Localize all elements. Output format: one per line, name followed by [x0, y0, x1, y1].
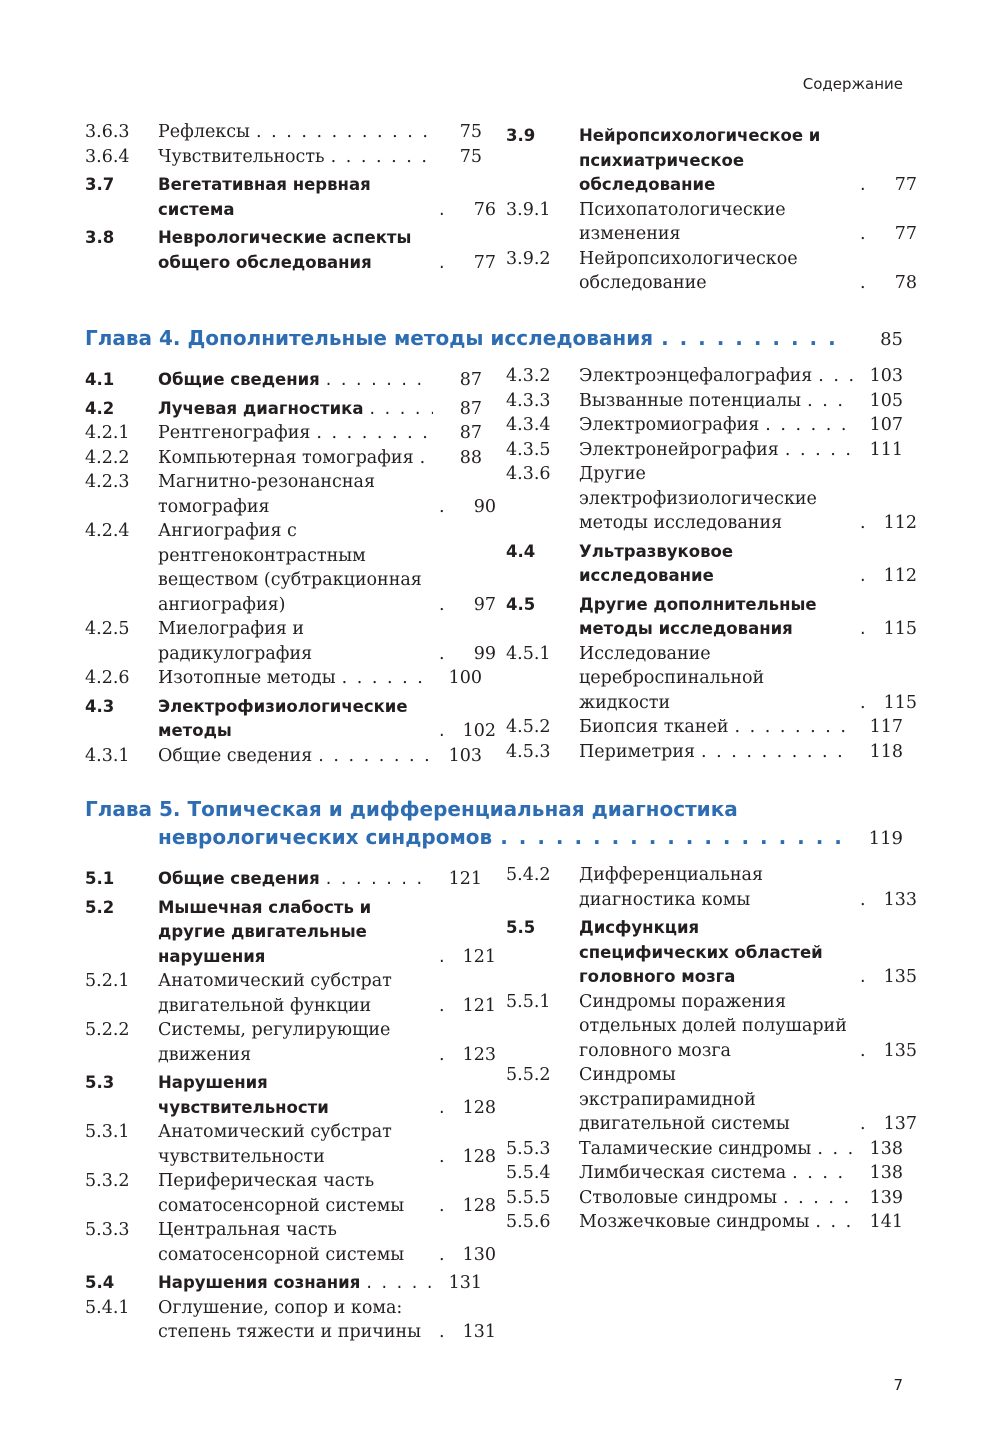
entry-title: Психопатологические изменения: [579, 199, 786, 244]
entry-number: 5.5.3: [506, 1138, 551, 1159]
entry-page: 87: [459, 423, 482, 443]
toc-section-entry[interactable]: [85, 226, 496, 275]
dot-leader: [370, 397, 433, 422]
entry-page: 77: [894, 175, 917, 195]
entry-number: 3.9.2: [506, 248, 551, 269]
dot-leader: [792, 1161, 854, 1186]
entry-title: Компьютерная томография: [158, 447, 414, 468]
entry-number: 5.5.1: [506, 991, 551, 1012]
entry-title: Неврологические аспекты общего обследования: [158, 228, 412, 272]
dot-leader: [318, 744, 433, 769]
entry-page: 90: [473, 496, 496, 517]
entry-page: 131: [462, 1322, 496, 1342]
entry-title: Рентгенография: [158, 423, 311, 443]
entry-number: 5.5.6: [506, 1212, 551, 1232]
dot-leader: [439, 642, 447, 667]
entry-title: Магнитно-резонансная томография: [158, 472, 375, 517]
toc-subsection-entry[interactable]: [506, 1063, 917, 1137]
toc-subsection-entry[interactable]: [506, 1210, 903, 1235]
entry-number: 4.2.3: [85, 472, 130, 492]
toc-section-entry[interactable]: [85, 1271, 482, 1296]
entry-title: Лучевая диагностика: [158, 398, 364, 418]
entry-page: 130: [462, 1244, 496, 1265]
entry-title: Вегетативная нервная система: [158, 175, 371, 219]
entry-page: 78: [894, 273, 917, 293]
entry-number: 3.7: [85, 175, 115, 194]
entry-page: 87: [459, 370, 482, 390]
dot-leader: [860, 271, 868, 296]
entry-title: Мозжечковые синдромы: [579, 1212, 810, 1232]
dot-leader: [785, 438, 854, 463]
dot-leader: [860, 617, 868, 642]
entry-title: Электрофизиологические методы: [158, 696, 408, 740]
entry-number: 4.2.4: [85, 521, 130, 541]
entry-title: Нейропсихологическое обследование: [579, 248, 798, 293]
toc-subsection-entry[interactable]: [506, 1137, 903, 1162]
dot-leader: [860, 564, 868, 589]
dot-leader: [860, 965, 868, 990]
toc-subsection-entry[interactable]: [85, 519, 496, 617]
entry-page: 111: [869, 439, 903, 460]
dot-leader: [256, 120, 433, 145]
entry-number: 5.5: [506, 918, 536, 937]
entry-page: 100: [448, 668, 482, 688]
toc-section-entry[interactable]: [85, 867, 482, 892]
entry-number: 5.3.3: [85, 1220, 130, 1240]
entry-number: 5.4.1: [85, 1297, 130, 1318]
entry-page: 121: [448, 869, 482, 889]
dot-leader: [366, 1271, 433, 1296]
dot-leader: [439, 1243, 447, 1268]
chapter5-page: 119: [868, 828, 903, 849]
entry-page: 107: [869, 415, 903, 435]
entry-title: Стволовые синдромы: [579, 1187, 777, 1208]
entry-title: Общие сведения: [158, 745, 313, 766]
entry-page: 138: [869, 1163, 903, 1183]
dot-leader: [326, 867, 433, 892]
entry-title: Мышечная слабость и другие двигательные нарушения: [158, 897, 372, 966]
toc-subsection-entry[interactable]: [85, 1218, 496, 1267]
entry-number: 4.4: [506, 541, 536, 561]
entry-number: 4.2.6: [85, 668, 130, 688]
entry-number: 5.2: [85, 897, 115, 917]
toc-subsection-entry[interactable]: [85, 744, 482, 769]
toc-section-entry[interactable]: [85, 896, 496, 970]
toc-column-right: [506, 120, 917, 296]
entry-number: 5.5.2: [506, 1065, 551, 1085]
toc-section-entry[interactable]: [506, 124, 917, 198]
entry-number: 3.8: [85, 228, 115, 247]
toc-subsection-entry[interactable]: [506, 740, 903, 765]
dot-leader: [860, 1039, 868, 1064]
chapter4-section: [85, 324, 917, 768]
dot-leader: [860, 511, 868, 536]
entry-page: 138: [869, 1138, 903, 1159]
entry-title: Ангиография с рентгеноконтрастным веществом (субтракционная ангиография): [158, 521, 422, 615]
entry-page: 75: [459, 146, 482, 167]
toc-subsection-entry[interactable]: [85, 666, 482, 691]
entry-number: 4.5.1: [506, 643, 551, 664]
toc-subsection-entry[interactable]: [85, 421, 482, 446]
running-header: Содержание: [802, 75, 903, 93]
entry-number: 3.9: [506, 126, 536, 145]
dot-leader: [860, 173, 868, 198]
entry-page: 128: [462, 1097, 496, 1118]
toc-subsection-entry[interactable]: [506, 198, 917, 247]
toc-subsection-entry[interactable]: [506, 413, 903, 438]
entry-page: 133: [883, 889, 917, 910]
entry-title: Другие электрофизиологические методы исследования: [579, 464, 817, 533]
dot-leader: [817, 1137, 854, 1162]
dot-leader: [316, 421, 433, 446]
toc-subsection-entry[interactable]: [506, 1161, 903, 1186]
dot-leader: [439, 495, 447, 520]
entry-page: 97: [473, 594, 496, 615]
toc-column-right: [506, 364, 917, 768]
entry-number: 5.3.2: [85, 1171, 130, 1191]
entry-title: Синдромы экстрапирамидной двигательной системы: [579, 1065, 790, 1134]
dot-leader: [439, 1320, 447, 1345]
entry-title: Таламические синдромы: [579, 1138, 812, 1159]
dot-leader: [439, 251, 447, 276]
entry-page: 121: [462, 946, 496, 967]
chapter5-heading[interactable]: [85, 795, 903, 853]
toc-section-entry[interactable]: [85, 695, 496, 744]
entry-number: 3.9.1: [506, 199, 551, 220]
entry-title: Электромиография: [579, 415, 760, 435]
entry-title: Периметрия: [579, 741, 696, 762]
entry-number: 5.1: [85, 869, 115, 888]
entry-title: Исследование цереброспинальной жидкости: [579, 643, 765, 713]
entry-title: Оглушение, сопор и кома: степень тяжести и причины: [158, 1297, 422, 1342]
entry-title: Рефлексы: [158, 122, 250, 142]
dot-leader: [439, 593, 447, 618]
entry-title: Дисфункция специфических областей головного мозга: [579, 918, 823, 986]
toc-subsection-entry[interactable]: [85, 617, 496, 666]
dot-leader: [439, 1194, 447, 1219]
dot-leader: [818, 364, 854, 389]
entry-title: Дифференциальная диагностика комы: [579, 865, 763, 910]
entry-page: 103: [869, 366, 903, 386]
entry-number: 5.3: [85, 1073, 115, 1092]
entry-page: 123: [462, 1044, 496, 1065]
entry-page: 76: [473, 199, 496, 220]
entry-page: 112: [883, 513, 917, 533]
entry-number: 3.6.4: [85, 146, 130, 167]
entry-page: 102: [462, 721, 496, 741]
toc-subsection-entry[interactable]: [506, 642, 917, 716]
dot-leader: [439, 1145, 447, 1170]
entry-page: 137: [883, 1114, 917, 1134]
entry-title: Электроэнцефалография: [579, 366, 813, 386]
entry-page: 87: [459, 398, 482, 419]
dot-leader: [331, 145, 433, 170]
dot-leader: [439, 1043, 447, 1068]
entry-title: Центральная часть соматосенсорной системы: [158, 1220, 405, 1265]
dot-leader: [439, 1096, 447, 1121]
chapter5-section: [85, 795, 917, 1345]
dot-leader: [860, 691, 868, 716]
entry-page: 103: [448, 745, 482, 766]
toc-subsection-entry[interactable]: [85, 1120, 496, 1169]
entry-page: 115: [883, 692, 917, 713]
entry-page: 135: [883, 1040, 917, 1061]
dot-leader: [735, 715, 854, 740]
dot-leader: [342, 666, 433, 691]
entry-page: 112: [883, 566, 917, 586]
toc-subsection-entry[interactable]: [85, 969, 496, 1018]
entry-number: 4.3.3: [506, 390, 551, 411]
toc-subsection-entry[interactable]: [506, 1186, 903, 1211]
entry-title: Другие дополнительные методы исследования: [579, 594, 817, 638]
toc-subsection-entry[interactable]: [506, 438, 903, 463]
chapter5-title-line2: неврологических синдромов: [158, 825, 493, 849]
entry-number: 4.5.2: [506, 717, 551, 737]
entry-title: Ультразвуковое исследование: [579, 541, 734, 585]
dot-leader: [439, 994, 447, 1019]
toc-column-left: [85, 364, 496, 768]
dot-leader: [807, 389, 854, 414]
entry-number: 4.3.5: [506, 439, 551, 460]
entry-number: 4.3.6: [506, 464, 551, 484]
entry-title: Миелография и радикулография: [158, 619, 313, 664]
entry-page: 141: [869, 1212, 903, 1232]
entry-title: Вызванные потенциалы: [579, 390, 802, 411]
dot-leader: [439, 945, 447, 970]
entry-number: 4.2: [85, 398, 115, 418]
toc-subsection-entry[interactable]: [85, 1296, 496, 1345]
chapter3-continuation: [85, 120, 917, 296]
entry-title: Анатомический субстрат двигательной функции: [158, 971, 392, 1016]
entry-page: 105: [869, 390, 903, 411]
chapter4-page: 85: [880, 329, 903, 350]
entry-page: 135: [883, 967, 917, 987]
entry-number: 4.2.2: [85, 447, 130, 468]
toc-column-left: [85, 120, 496, 296]
entry-page: 128: [462, 1195, 496, 1216]
chapter4-heading[interactable]: [85, 324, 903, 354]
entry-number: 4.1: [85, 370, 115, 389]
toc-section-entry[interactable]: [85, 1071, 496, 1120]
entry-page: 75: [459, 122, 482, 142]
entry-title: Лимбическая система: [579, 1163, 787, 1183]
dot-leader: [765, 413, 854, 438]
dot-leader: [661, 324, 845, 352]
entry-page: 88: [459, 447, 482, 468]
entry-number: 5.5.4: [506, 1163, 551, 1183]
toc-section-entry[interactable]: [506, 540, 917, 589]
entry-title: Общие сведения: [158, 370, 320, 389]
dot-leader: [439, 719, 447, 744]
entry-number: 4.3.2: [506, 366, 551, 386]
entry-number: 4.3: [85, 696, 115, 716]
dot-leader: [701, 740, 854, 765]
entry-title: Изотопные методы: [158, 668, 336, 688]
entry-number: 5.3.1: [85, 1122, 130, 1142]
toc-subsection-entry[interactable]: [506, 990, 917, 1064]
entry-page: 115: [883, 619, 917, 639]
entry-number: 4.2.5: [85, 619, 130, 639]
entry-number: 5.4.2: [506, 865, 551, 885]
toc-subsection-entry[interactable]: [85, 446, 482, 471]
chapter5-title-line1: Глава 5. Топическая и дифференциальная диагностика: [85, 797, 738, 821]
entry-page: 128: [462, 1146, 496, 1167]
entry-number: 5.2.2: [85, 1020, 130, 1040]
page-number: 7: [893, 1376, 903, 1394]
toc-subsection-entry[interactable]: [85, 1018, 496, 1067]
entry-title: Биопсия тканей: [579, 717, 729, 737]
dot-leader: [500, 823, 845, 851]
toc-subsection-entry[interactable]: [506, 364, 903, 389]
toc-subsection-entry[interactable]: [85, 470, 496, 519]
toc-subsection-entry[interactable]: [506, 863, 917, 912]
toc-subsection-entry[interactable]: [506, 389, 903, 414]
entry-page: 99: [473, 643, 496, 664]
toc-subsection-entry[interactable]: [506, 715, 903, 740]
dot-leader: [326, 368, 433, 393]
entry-number: 4.2.1: [85, 423, 130, 443]
toc-column-left: [85, 863, 496, 1345]
entry-page: 131: [448, 1273, 482, 1293]
toc-section-entry[interactable]: [85, 173, 496, 222]
entry-title: Синдромы поражения отдельных долей полушарий головного мозга: [579, 991, 847, 1061]
entry-page: 77: [894, 224, 917, 244]
entry-title: Общие сведения: [158, 869, 320, 888]
toc-section-entry[interactable]: [85, 368, 482, 393]
entry-title: Нарушения чувствительности: [158, 1073, 329, 1117]
toc-section-entry[interactable]: [85, 397, 482, 422]
dot-leader: [860, 1112, 868, 1137]
entry-title: Нарушения сознания: [158, 1273, 361, 1292]
dot-leader: [860, 888, 868, 913]
entry-title: Системы, регулирующие движения: [158, 1020, 391, 1065]
entry-number: 5.2.1: [85, 971, 130, 991]
entry-page: 121: [462, 995, 496, 1016]
entry-number: 4.5.3: [506, 741, 551, 762]
entry-page: 77: [473, 252, 496, 273]
dot-leader: [860, 222, 868, 247]
dot-leader: [420, 446, 433, 471]
entry-number: 4.3.4: [506, 415, 551, 435]
toc-section-entry[interactable]: [506, 916, 917, 990]
entry-page: 117: [869, 717, 903, 737]
entry-number: 5.5.5: [506, 1187, 551, 1208]
dot-leader: [815, 1210, 854, 1235]
entry-title: Периферическая часть соматосенсорной системы: [158, 1171, 405, 1216]
toc-section-entry[interactable]: [506, 593, 917, 642]
dot-leader: [783, 1186, 854, 1211]
entry-page: 118: [869, 741, 903, 762]
toc-subsection-entry[interactable]: [85, 1169, 496, 1218]
entry-number: 3.6.3: [85, 122, 130, 142]
dot-leader: [439, 198, 447, 223]
toc-subsection-entry[interactable]: [506, 247, 917, 296]
entry-page: 139: [869, 1187, 903, 1208]
toc-subsection-entry[interactable]: [85, 120, 482, 145]
toc-subsection-entry[interactable]: [85, 145, 482, 170]
toc-subsection-entry[interactable]: [506, 462, 917, 536]
entry-number: 4.5: [506, 594, 536, 614]
entry-title: Нейропсихологическое и психиатрическое обследование: [579, 126, 821, 194]
entry-title: Электронейрография: [579, 439, 779, 460]
entry-number: 4.3.1: [85, 745, 130, 766]
entry-number: 5.4: [85, 1273, 115, 1292]
toc-column-right: [506, 863, 917, 1345]
chapter4-title: Глава 4. Дополнительные методы исследования: [85, 326, 654, 350]
entry-title: Чувствительность: [158, 146, 325, 167]
entry-title: Анатомический субстрат чувствительности: [158, 1122, 392, 1167]
